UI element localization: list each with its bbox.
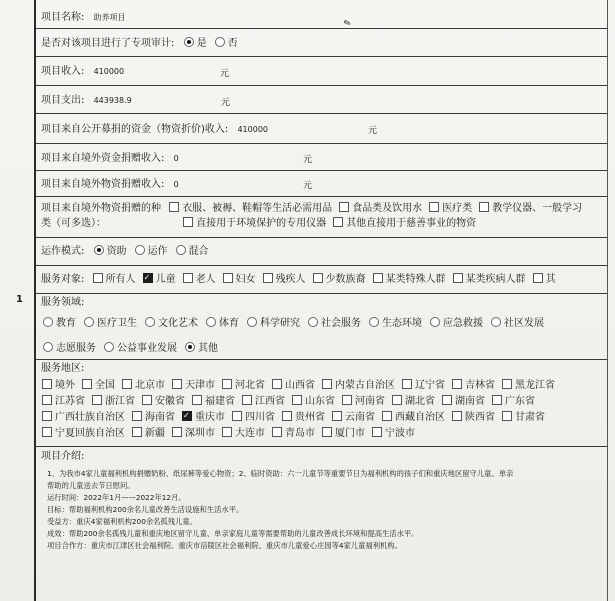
option-label: 应急救援 xyxy=(443,318,483,329)
option-item[interactable] xyxy=(178,37,207,50)
checkbox[interactable] xyxy=(452,379,462,389)
option-item[interactable] xyxy=(387,395,435,408)
option-label: 妇女 xyxy=(235,274,256,285)
intro-line: 成效：帮助200余名孤残儿童和重庆地区留守儿童、单亲家庭儿童等需要帮助的儿童改善成长环境和提高生活水平。 xyxy=(47,529,419,538)
radio-button[interactable] xyxy=(43,317,53,327)
intro-row xyxy=(35,447,607,601)
option-label: 老人 xyxy=(195,274,216,285)
option-label: 江苏省 xyxy=(55,396,85,407)
option-label: 公益事业发展 xyxy=(117,343,177,354)
option-label: 云南省 xyxy=(345,412,375,423)
checkbox[interactable] xyxy=(342,395,352,405)
option-item[interactable] xyxy=(87,395,135,408)
option-label: 宁波市 xyxy=(385,428,415,439)
intro-line: 目标：帮助福利机构200余名儿童改善生活设施和生活水平。 xyxy=(47,505,244,514)
checkbox[interactable] xyxy=(272,427,282,437)
option-label: 辽宁省 xyxy=(415,380,445,391)
option-item[interactable] xyxy=(217,427,265,440)
option-label: 河北省 xyxy=(235,380,265,391)
operation-label: 运作模式: xyxy=(41,246,85,257)
option-label: 海南省 xyxy=(145,412,175,423)
option-label: 重庆市 xyxy=(195,412,225,423)
radio-button[interactable] xyxy=(215,37,225,47)
radio-button[interactable] xyxy=(308,317,318,327)
option-item[interactable] xyxy=(334,202,422,215)
intro-line: 1、为我市4家儿童福利机构捐赠奶粉、纸尿裤等爱心物资；2、临时资助：六一儿童节等重要节日为福利机构的孩子们和重庆地区留守儿童、单亲 xyxy=(47,469,514,478)
option-item[interactable] xyxy=(164,202,332,215)
option-label: 教育 xyxy=(56,318,76,329)
option-label: 新疆 xyxy=(145,428,165,439)
option-label: 食品类及饮用水 xyxy=(352,203,423,214)
option-label: 河南省 xyxy=(355,396,385,407)
checkbox[interactable] xyxy=(142,395,152,405)
option-label: 贵州省 xyxy=(295,412,325,423)
checkbox[interactable] xyxy=(442,395,452,405)
option-label: 文化艺术 xyxy=(158,318,198,329)
option-item[interactable] xyxy=(37,379,75,392)
option-label: 西藏自治区 xyxy=(395,412,445,423)
option-label: 资助 xyxy=(106,246,127,257)
public-funds-value: 410000 xyxy=(237,125,269,134)
option-label: 某类疾病人群 xyxy=(465,274,526,285)
pencil-mark-icon: ✎ xyxy=(342,18,354,30)
option-label: 体育 xyxy=(219,318,239,329)
intro-line: 运行时间：2022年1月——2022年12月。 xyxy=(47,493,186,502)
option-item[interactable] xyxy=(117,379,165,392)
option-label: 其他直接用于慈善事业的物资 xyxy=(346,218,477,229)
option-item[interactable] xyxy=(328,217,476,230)
checkbox[interactable] xyxy=(322,427,332,437)
foreign-funds-unit: 元 xyxy=(303,155,313,165)
option-label: 江西省 xyxy=(255,396,285,407)
checkbox[interactable] xyxy=(452,411,462,421)
option-label: 儿童 xyxy=(155,274,176,285)
checkbox[interactable] xyxy=(122,379,132,389)
option-item[interactable] xyxy=(138,273,176,286)
income-row xyxy=(35,57,607,86)
option-item[interactable] xyxy=(267,379,315,392)
option-label: 广东省 xyxy=(505,396,535,407)
option-item[interactable] xyxy=(37,317,76,330)
checkbox[interactable] xyxy=(232,411,242,421)
checkbox[interactable] xyxy=(533,273,543,283)
service-targets-row xyxy=(35,266,607,294)
checkbox[interactable] xyxy=(92,395,102,405)
radio-button[interactable] xyxy=(145,317,155,327)
option-item[interactable] xyxy=(139,317,198,330)
option-item[interactable] xyxy=(267,427,315,440)
checkbox[interactable] xyxy=(322,379,332,389)
checkbox[interactable] xyxy=(192,395,202,405)
option-item[interactable] xyxy=(37,427,125,440)
option-item[interactable] xyxy=(497,411,545,424)
service-field-row xyxy=(35,294,607,360)
option-label: 内蒙古自治区 xyxy=(335,380,395,391)
checkbox[interactable] xyxy=(169,202,179,212)
option-label: 所有人 xyxy=(105,274,136,285)
option-label: 生态环境 xyxy=(382,318,422,329)
option-label: 运作 xyxy=(147,246,168,257)
option-item[interactable] xyxy=(308,273,366,286)
option-label: 衣服、被褥、鞋帽等生活必需用品 xyxy=(182,203,333,214)
option-item[interactable] xyxy=(424,202,472,215)
option-item[interactable] xyxy=(337,395,385,408)
option-item[interactable] xyxy=(77,379,115,392)
checkbox[interactable] xyxy=(479,202,489,212)
option-label: 广西壮族自治区 xyxy=(55,412,125,423)
option-item[interactable] xyxy=(178,273,216,286)
expense-unit: 元 xyxy=(221,98,231,108)
foreign-funds-value: 0 xyxy=(173,154,179,163)
radio-button[interactable] xyxy=(247,317,257,327)
option-label: 甘肃省 xyxy=(515,412,545,423)
option-label: 境外 xyxy=(55,380,75,391)
foreign-goods-unit: 元 xyxy=(303,181,313,191)
radio-button[interactable] xyxy=(43,342,53,352)
option-item[interactable] xyxy=(98,342,177,355)
option-label: 社区发展 xyxy=(504,318,544,329)
radio-button[interactable] xyxy=(206,317,216,327)
option-item[interactable] xyxy=(474,202,582,215)
option-item[interactable] xyxy=(497,379,555,392)
option-label: 其 xyxy=(545,274,556,285)
checkbox[interactable] xyxy=(272,379,282,389)
checkbox[interactable] xyxy=(223,273,233,283)
option-item[interactable] xyxy=(258,273,306,286)
option-item[interactable] xyxy=(217,379,265,392)
option-label: 厦门市 xyxy=(335,428,365,439)
option-label: 教学仪器、一般学习 xyxy=(492,203,583,214)
option-label: 陕西省 xyxy=(465,412,495,423)
option-item[interactable] xyxy=(127,411,175,424)
checkbox[interactable] xyxy=(382,411,392,421)
option-item[interactable] xyxy=(127,427,165,440)
option-label: 医疗卫生 xyxy=(97,318,137,329)
checkbox[interactable] xyxy=(183,217,193,227)
option-item[interactable] xyxy=(137,395,185,408)
option-label: 福建省 xyxy=(205,396,235,407)
checkbox[interactable] xyxy=(82,379,92,389)
option-label: 浙江省 xyxy=(105,396,135,407)
checkbox[interactable] xyxy=(502,411,512,421)
checkbox[interactable] xyxy=(313,273,323,283)
checkbox[interactable] xyxy=(263,273,273,283)
option-label: 青岛市 xyxy=(285,428,315,439)
checkbox[interactable] xyxy=(502,379,512,389)
project-name-label: 项目名称: xyxy=(41,12,85,23)
option-item[interactable] xyxy=(88,245,127,258)
option-item[interactable] xyxy=(178,217,326,230)
intro-label: 项目介绍: xyxy=(41,451,85,462)
option-item[interactable] xyxy=(129,245,168,258)
option-item[interactable] xyxy=(302,317,361,330)
option-label: 宁夏回族自治区 xyxy=(55,428,125,439)
project-name-value: 助养项目 xyxy=(93,13,126,22)
option-item[interactable] xyxy=(241,317,300,330)
checkbox[interactable] xyxy=(132,411,142,421)
option-item[interactable] xyxy=(317,427,365,440)
option-label: 安徽省 xyxy=(155,396,185,407)
goods-types-label-1: 项目来自境外物资捐赠的种 xyxy=(41,203,161,214)
checkbox[interactable] xyxy=(392,395,402,405)
checkbox[interactable] xyxy=(492,395,502,405)
option-item[interactable] xyxy=(88,273,136,286)
option-item[interactable] xyxy=(367,427,415,440)
service-field-label: 服务领域: xyxy=(41,297,85,308)
checkbox[interactable] xyxy=(42,379,52,389)
option-label: 湖南省 xyxy=(455,396,485,407)
service-targets-label: 服务对象: xyxy=(41,274,85,285)
option-item[interactable] xyxy=(377,411,445,424)
audit-label: 是否对该项目进行了专项审计: xyxy=(41,38,175,49)
option-label: 四川省 xyxy=(245,412,275,423)
audit-row xyxy=(35,29,607,57)
checkbox[interactable] xyxy=(172,379,182,389)
option-label: 直接用于环境保护的专用仪器 xyxy=(196,218,327,229)
goods-types-label-2: 类（可多选）： xyxy=(41,218,106,229)
option-label: 山西省 xyxy=(285,380,315,391)
radio-button[interactable] xyxy=(104,342,114,352)
option-item[interactable] xyxy=(187,395,235,408)
checkbox[interactable] xyxy=(222,427,232,437)
checkbox[interactable] xyxy=(93,273,103,283)
option-label: 社会服务 xyxy=(321,318,361,329)
side-marker: 1 xyxy=(16,294,23,305)
checkbox[interactable] xyxy=(339,202,349,212)
option-item[interactable] xyxy=(170,245,209,258)
option-item[interactable] xyxy=(237,395,285,408)
option-item[interactable] xyxy=(277,411,325,424)
option-label: 医疗类 xyxy=(442,203,473,214)
radio-button[interactable] xyxy=(491,317,501,327)
option-item[interactable] xyxy=(448,273,526,286)
expense-row xyxy=(35,86,607,114)
radio-button[interactable] xyxy=(176,245,186,255)
checkbox[interactable] xyxy=(332,411,342,421)
option-label: 湖北省 xyxy=(405,396,435,407)
option-item[interactable] xyxy=(397,379,445,392)
public-funds-label: 项目来自公开募捐的资金（物资折价)收入: xyxy=(41,124,229,135)
option-item[interactable] xyxy=(200,317,239,330)
project-name-row xyxy=(35,6,607,29)
option-item[interactable] xyxy=(363,317,422,330)
radio-button[interactable] xyxy=(184,37,194,47)
option-item[interactable] xyxy=(218,273,256,286)
option-label: 少数族裔 xyxy=(325,274,366,285)
option-item[interactable] xyxy=(78,317,137,330)
option-label: 混合 xyxy=(188,246,209,257)
option-label: 山东省 xyxy=(305,396,335,407)
option-item[interactable] xyxy=(179,342,218,355)
radio-button[interactable] xyxy=(185,342,195,352)
service-region-row xyxy=(35,360,607,447)
option-label: 某类特殊人群 xyxy=(385,274,446,285)
income-label: 项目收入: xyxy=(41,66,85,77)
service-region-label: 服务地区: xyxy=(41,363,85,374)
income-value: 410000 xyxy=(93,67,125,76)
option-item[interactable] xyxy=(209,37,238,50)
checkbox[interactable] xyxy=(333,217,343,227)
checkbox[interactable] xyxy=(183,273,193,283)
operation-row xyxy=(35,238,607,266)
checkbox[interactable] xyxy=(402,379,412,389)
option-label: 志愿服务 xyxy=(56,343,96,354)
checkbox[interactable] xyxy=(172,427,182,437)
option-label: 天津市 xyxy=(185,380,215,391)
checkbox[interactable] xyxy=(132,427,142,437)
checkbox[interactable] xyxy=(42,411,52,421)
radio-button[interactable] xyxy=(430,317,440,327)
radio-button[interactable] xyxy=(84,317,94,327)
expense-value: 443938.9 xyxy=(93,96,132,105)
option-item[interactable] xyxy=(447,379,495,392)
intro-line: 项目合作方：重庆市江津区社会福利院、重庆市涪陵区社会福利院、重庆市儿童爱心庄园等4家儿童福利机构。 xyxy=(47,541,402,550)
foreign-funds-row xyxy=(35,144,607,171)
foreign-funds-label: 项目来自境外资金捐赠收入: xyxy=(41,153,165,164)
option-label: 大连市 xyxy=(235,428,265,439)
right-border xyxy=(607,0,608,601)
foreign-goods-label: 项目来自境外物资捐赠收入: xyxy=(41,179,165,190)
expense-label: 项目支出: xyxy=(41,95,85,106)
option-item[interactable] xyxy=(437,395,485,408)
checkbox[interactable] xyxy=(242,395,252,405)
public-funds-unit: 元 xyxy=(368,126,378,136)
option-item[interactable] xyxy=(167,379,215,392)
income-unit: 元 xyxy=(220,69,230,79)
radio-button[interactable] xyxy=(94,245,104,255)
option-item[interactable] xyxy=(167,427,215,440)
option-item[interactable] xyxy=(317,379,395,392)
option-item[interactable] xyxy=(528,273,556,286)
option-item[interactable] xyxy=(287,395,335,408)
checkbox[interactable] xyxy=(292,395,302,405)
checkbox[interactable] xyxy=(429,202,439,212)
option-label: 深圳市 xyxy=(185,428,215,439)
intro-line: 帮助的儿童送去节日慰问。 xyxy=(47,481,135,490)
checkbox[interactable] xyxy=(143,273,153,283)
option-item[interactable] xyxy=(327,411,375,424)
option-item[interactable] xyxy=(487,395,535,408)
foreign-goods-value: 0 xyxy=(173,180,179,189)
option-label: 否 xyxy=(227,38,238,49)
checkbox[interactable] xyxy=(222,379,232,389)
option-item[interactable] xyxy=(37,395,85,408)
option-label: 吉林省 xyxy=(465,380,495,391)
goods-types-row xyxy=(35,197,607,238)
option-item[interactable] xyxy=(177,411,225,424)
foreign-goods-row xyxy=(35,171,607,197)
option-item[interactable] xyxy=(368,273,446,286)
option-label: 黑龙江省 xyxy=(515,380,555,391)
radio-button[interactable] xyxy=(135,245,145,255)
intro-line: 受益方：重庆4家福利机构200余名孤残儿童。 xyxy=(47,517,197,526)
checkbox[interactable] xyxy=(182,411,192,421)
checkbox[interactable] xyxy=(282,411,292,421)
checkbox[interactable] xyxy=(373,273,383,283)
public-funds-row xyxy=(35,114,607,144)
option-label: 科学研究 xyxy=(260,318,300,329)
option-item[interactable] xyxy=(424,317,483,330)
option-label: 北京市 xyxy=(135,380,165,391)
option-label: 其他 xyxy=(198,343,218,354)
option-item[interactable] xyxy=(447,411,495,424)
option-item[interactable] xyxy=(485,317,544,330)
checkbox[interactable] xyxy=(42,427,52,437)
checkbox[interactable] xyxy=(453,273,463,283)
option-item[interactable] xyxy=(227,411,275,424)
checkbox[interactable] xyxy=(372,427,382,437)
radio-button[interactable] xyxy=(369,317,379,327)
option-item[interactable] xyxy=(37,411,125,424)
option-label: 是 xyxy=(196,38,207,49)
checkbox[interactable] xyxy=(42,395,52,405)
option-label: 残疾人 xyxy=(275,274,306,285)
option-label: 全国 xyxy=(95,380,115,391)
option-item[interactable] xyxy=(37,342,96,355)
